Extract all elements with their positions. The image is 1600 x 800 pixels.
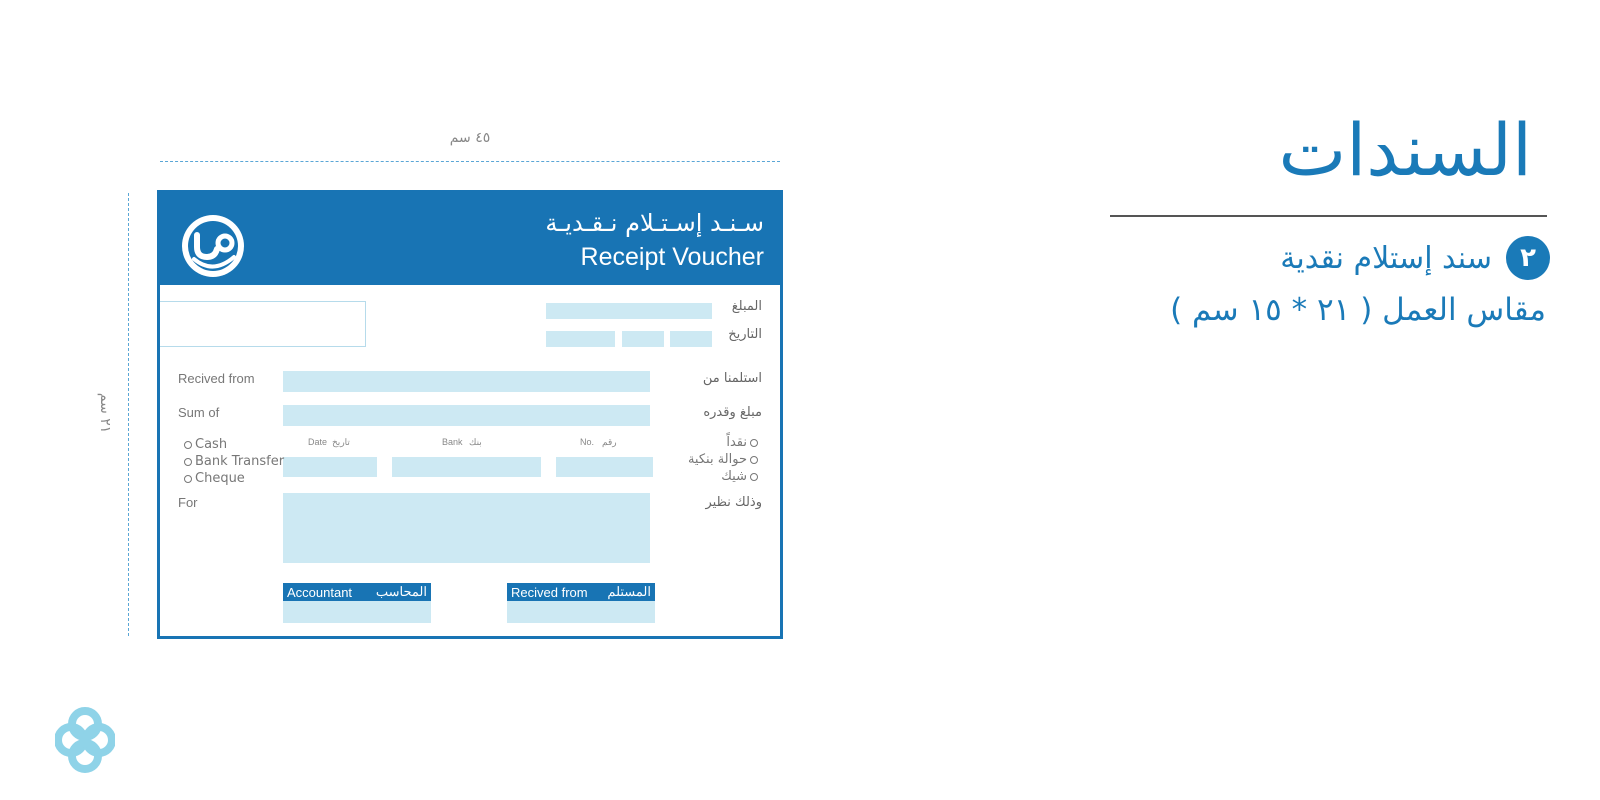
radio-cheque[interactable]: [184, 471, 245, 486]
amount-label: المبلغ: [731, 299, 762, 314]
height-dimension-line: [128, 193, 129, 636]
radio-circle-icon: [184, 475, 192, 483]
accountant-header: [283, 583, 431, 601]
date-field-month[interactable]: [622, 331, 664, 347]
for-label-ar: وذلك نظير: [705, 495, 762, 510]
voucher-title-en: Receipt Voucher: [580, 243, 764, 271]
date-label: التاريخ: [728, 327, 762, 342]
accountant-label-en: Accountant: [287, 584, 353, 600]
uo-logo-icon: [180, 213, 246, 279]
radio-cash-label: Cash: [195, 437, 228, 452]
radio-cash-ar-label: نقداً: [726, 435, 747, 450]
receiver-label-ar: المستلم: [607, 584, 651, 599]
radio-circle-icon: [184, 458, 192, 466]
received-from-label-en: Recived from: [178, 371, 255, 386]
title-divider: [1110, 215, 1547, 217]
sum-of-label-ar: مبلغ وقدره: [703, 405, 762, 420]
received-from-label-ar: استلمنا من: [702, 371, 762, 386]
radio-circle-icon: [184, 441, 192, 449]
brand-mark-icon: [55, 706, 115, 774]
for-field[interactable]: [283, 493, 650, 563]
amount-field[interactable]: [546, 303, 712, 319]
radio-cheque-ar-label: شيك: [721, 469, 747, 484]
payment-number-field[interactable]: [556, 457, 653, 477]
radio-cash-ar[interactable]: [726, 435, 758, 450]
radio-cheque-label: Cheque: [195, 471, 245, 486]
section-title: سند إستلام نقدية: [1280, 240, 1492, 276]
bank-col-en: Bank: [442, 437, 463, 447]
amount-box[interactable]: [160, 301, 366, 347]
sum-of-label-en: Sum of: [178, 405, 220, 420]
for-label-en: For: [178, 495, 198, 510]
voucher-title-ar: سـنـد إسـتـلام نـقـديـة: [545, 209, 764, 237]
radio-bank-transfer-ar[interactable]: [688, 452, 758, 467]
receipt-voucher: [157, 190, 783, 639]
date-col-ar: تاريخ: [332, 437, 350, 447]
payment-date-field[interactable]: [283, 457, 377, 477]
no-col-ar: رقم: [602, 437, 617, 447]
section-number-badge: ٢: [1506, 236, 1550, 280]
receiver-header: [507, 583, 655, 601]
width-dimension-label: ٤٥ سم: [449, 130, 491, 146]
size-text: مقاس العمل ( ٢١ * ١٥ سم ): [1170, 292, 1546, 328]
radio-circle-icon: [750, 473, 758, 481]
accountant-signature-field[interactable]: [283, 601, 431, 623]
date-field-day[interactable]: [670, 331, 712, 347]
payment-bank-field[interactable]: [392, 457, 541, 477]
height-dimension-label: ٢١ سم: [97, 392, 113, 434]
radio-bank-transfer-ar-label: حوالة بنكية: [687, 452, 747, 467]
accountant-label-ar: المحاسب: [375, 584, 427, 599]
date-col-en: Date: [308, 437, 328, 447]
voucher-header: [160, 193, 780, 285]
sum-of-field[interactable]: [283, 405, 650, 426]
radio-bank-transfer[interactable]: [184, 454, 284, 469]
radio-bank-transfer-label: Bank Transfer: [195, 454, 285, 469]
received-from-field[interactable]: [283, 371, 650, 392]
no-col-en: No.: [580, 437, 595, 447]
width-dimension-line: [160, 161, 780, 162]
section-heading: [1280, 236, 1550, 280]
bank-col-ar: بنك: [469, 437, 482, 447]
radio-circle-icon: [750, 439, 758, 447]
radio-cheque-ar[interactable]: [721, 469, 758, 484]
radio-cash[interactable]: [184, 437, 227, 452]
page-title: السندات: [1278, 108, 1532, 192]
date-field-year[interactable]: [546, 331, 615, 347]
receiver-label-en: Recived from: [511, 584, 588, 600]
radio-circle-icon: [750, 456, 758, 464]
receiver-signature-field[interactable]: [507, 601, 655, 623]
